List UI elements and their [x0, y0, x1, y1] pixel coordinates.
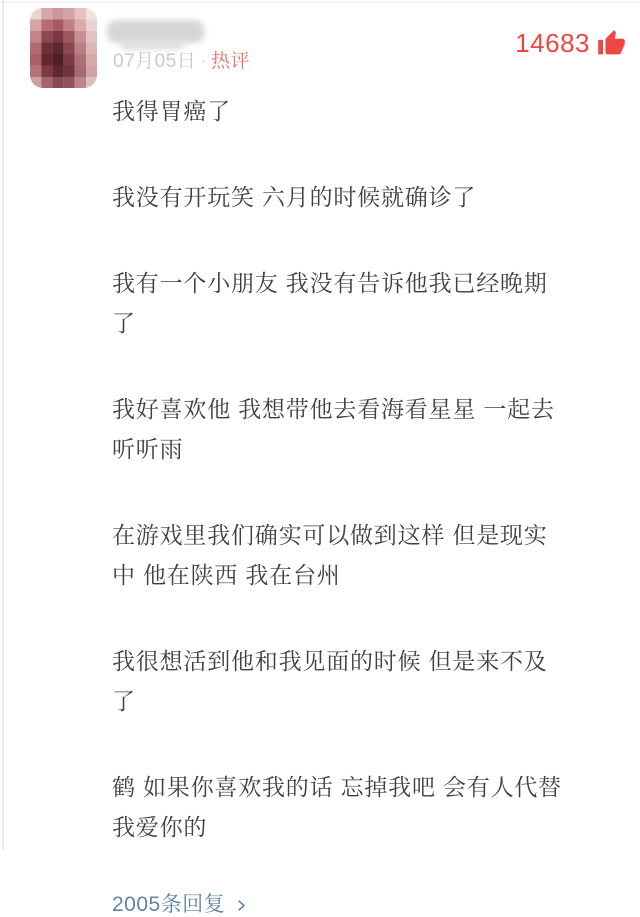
comment-text-line: 了 [112, 310, 136, 336]
replies-link[interactable] [112, 893, 249, 917]
comment-meta [113, 50, 250, 74]
comment-text-line: 我很想活到他和我见面的时候 但是来不及 [112, 648, 548, 674]
comment-text-line: 我好喜欢他 我想带他去看海看星星 一起去 [112, 396, 555, 422]
comment-text-line: 我爱你的 [112, 814, 208, 840]
replies-count-label: 2005条回复 [112, 893, 226, 916]
comment-text-line: 了 [112, 688, 136, 714]
like-count: 14683 [515, 28, 590, 58]
comment-text-line: 听听雨 [112, 436, 184, 462]
comment-paragraph [112, 515, 582, 595]
avatar[interactable] [30, 8, 97, 88]
comment-text-line: 我得胃癌了 [112, 98, 231, 124]
comment-text-line: 我有一个小朋友 我没有告诉他我已经晚期 [112, 270, 548, 296]
thumb-up-icon [597, 29, 626, 58]
left-edge-line [2, 0, 4, 850]
avatar-mosaic-blur [30, 8, 97, 88]
comment-date: 07月05日 [113, 51, 197, 72]
comment-body [112, 91, 582, 917]
comment-paragraph [112, 767, 582, 847]
comment-paragraph [112, 91, 582, 131]
comment-paragraph [112, 389, 582, 469]
comment-paragraph [112, 263, 582, 343]
username-blur-tail [120, 40, 184, 50]
comment-text-line: 中 他在陕西 我在台州 [112, 562, 341, 588]
like-button[interactable] [515, 28, 626, 58]
comment-paragraph [112, 641, 582, 721]
comment-text-line: 我没有开玩笑 六月的时候就确诊了 [112, 184, 477, 210]
meta-separator: · [200, 51, 208, 72]
comment-text-line: 在游戏里我们确实可以做到这样 但是现实 [112, 522, 548, 548]
top-edge-line [0, 1, 640, 3]
hot-comment-tag: 热评 [211, 51, 251, 72]
comment-text-line: 鹤 如果你喜欢我的话 忘掉我吧 会有人代替 [112, 774, 562, 800]
comment-paragraph [112, 177, 582, 217]
